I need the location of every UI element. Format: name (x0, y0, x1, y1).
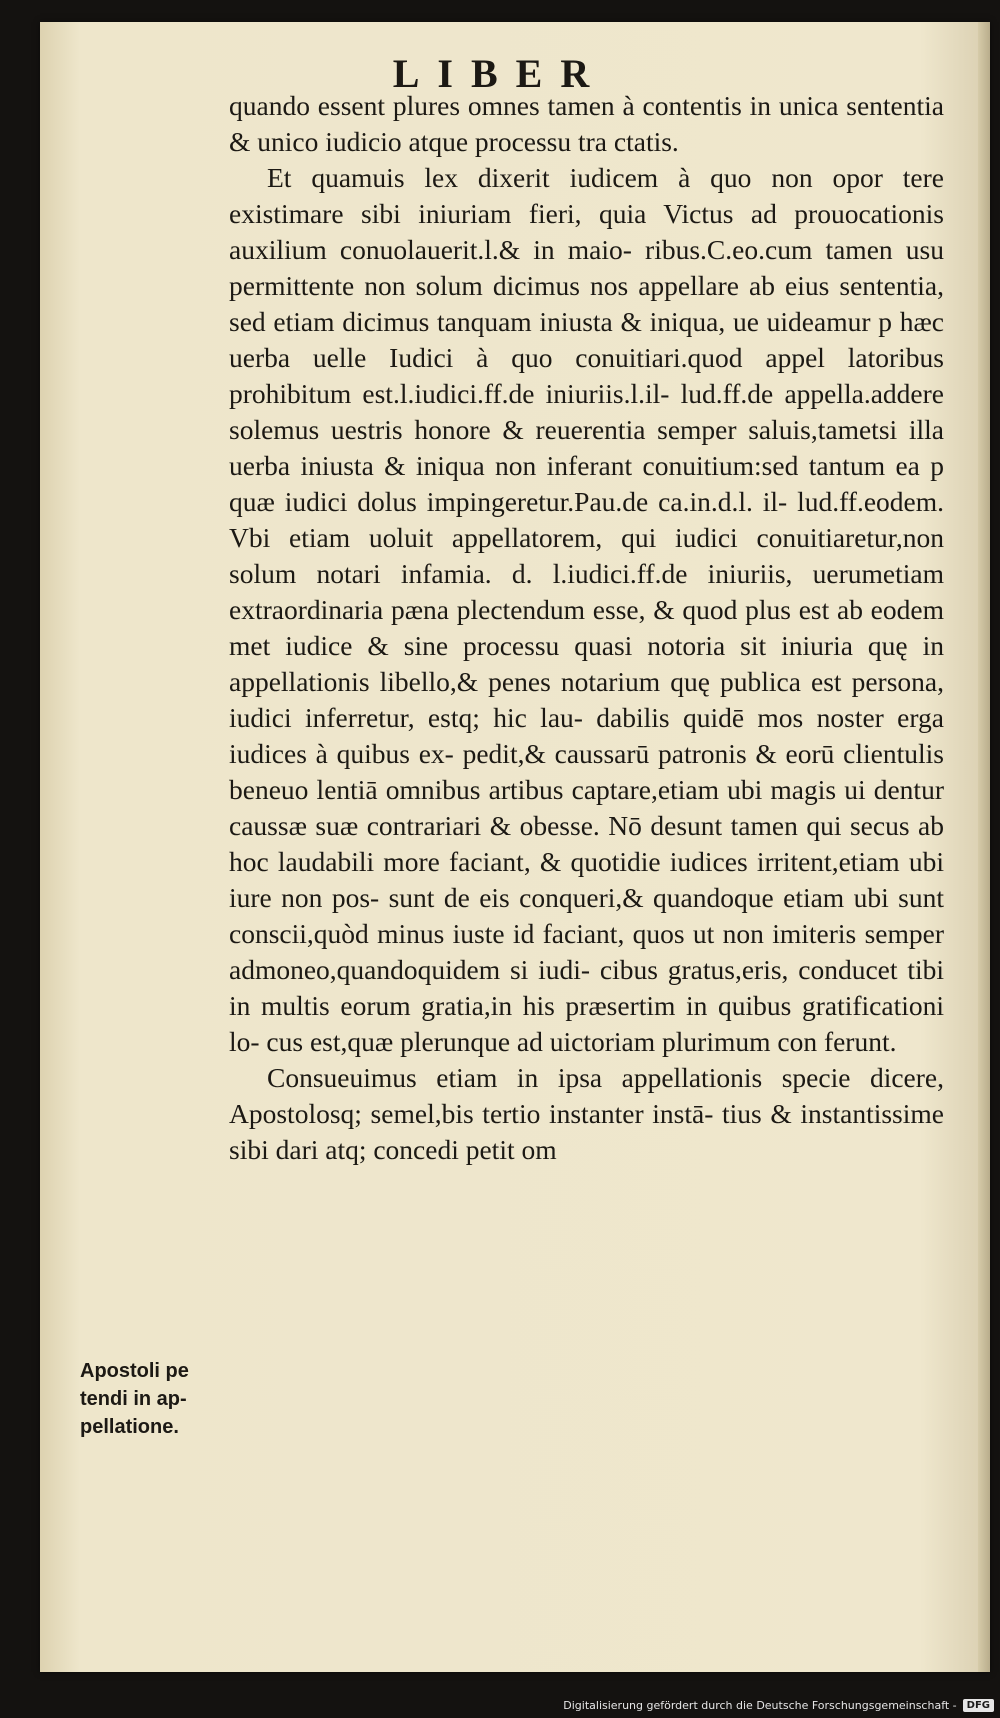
page-edge (978, 22, 990, 1672)
paragraph-3: Consueuimus etiam in ipsa appellationis specie dicere, Apostolosq; semel,bis tertio instanter instā- tius & instantissime sibi dari atq; concedi petit om (229, 1062, 944, 1165)
marginal-note: Apostoli pe tendi in ap- pellatione. (80, 1360, 189, 1438)
digitization-footer (563, 1696, 994, 1714)
paragraph-2: Et quamuis lex dixerit iudicem à quo non opor tere existimare sibi iniuriam fieri, quia Victus ad prouocationis auxilium conuolauerit.l.& in maio- ribus.C.eo.cum tamen usu permittente non solum dicimus nos appellare ab eius sententia, sed etiam dicimus tanquam iniusta & iniqua, ue uideamur p hæc uerba uelle Iudici à quo conuitiari.quod appel latoribus prohibitum est.l.iudici.ff.de iniuriis.l.il- lud.ff.de appella.addere solemus uestris honore & reuerentia semper saluis,tametsi illa uerba iniusta & iniqua non inferant conuitium:sed tantum ea p quæ iudici dolus impingeretur.Pau.de ca.in.d.l. il- lud.ff.eodem. Vbi etiam uoluit appellatorem, qui iudici conuitiaretur,non solum notari infamia. d. l.iudici.ff.de iniuriis, uerumetiam extraordinaria pæna plectendum esse, & quod plus est ab eodem met iudice & sine processu quasi notoria sit iniuria quę in appellationis libello,& penes notarium quę publica est persona, iudici inferretur, estq; hic lau- dabilis quidē mos noster erga iudices à quibus ex- pedit,& caussarū patronis & eorū clientulis beneuo lentiā omnibus artibus captare,etiam ubi magis ui dentur caussæ suæ contrariari & obesse. Nō desunt tamen qui secus ab hoc laudabili more faciant, & quotidie iudices irritent,etiam ubi iure non pos- sunt de eis conqueri,& quandoque etiam ubi sunt conscii,quòd minus iuste id faciant, quos ut non imiteris semper admoneo,quandoquidem si iudi- cibus gratus,eris, conducet tibi in multis eorum gratia,in his præsertim in quibus gratificationi lo- cus est,quæ plerunque ad uictoriam plurimum con ferunt. (229, 162, 944, 1057)
main-text-block (229, 88, 944, 1168)
footer-credit: Digitalisierung gefördert durch die Deutsche Forschungsgemeinschaft - (563, 1698, 957, 1712)
running-title: LIBER (392, 51, 608, 96)
dfg-logo-icon: DFG (963, 1699, 994, 1712)
paragraph-1: quando essent plures omnes tamen à contentis in unica sententia & unico iudicio atque processu tra ctatis. (229, 90, 944, 157)
